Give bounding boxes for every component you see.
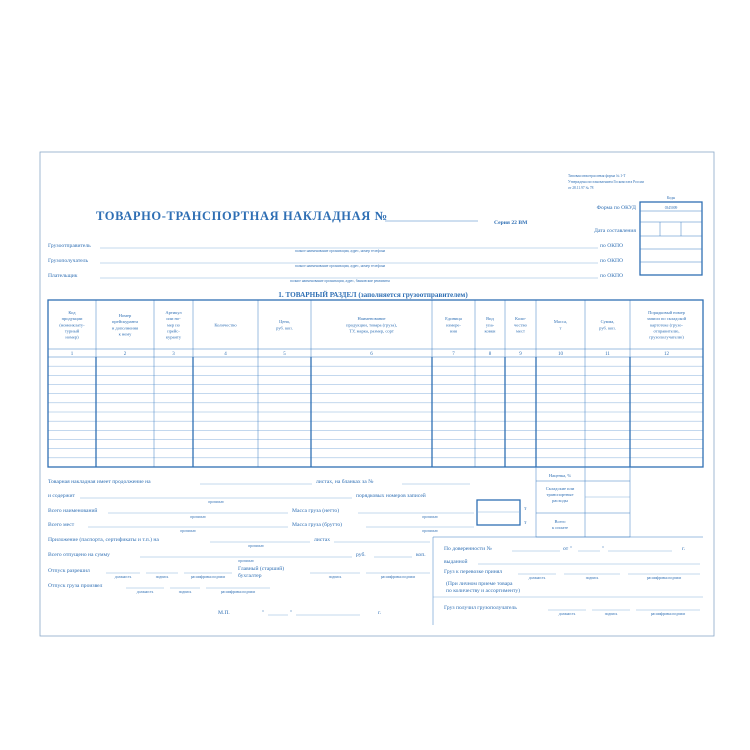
continuation-label: Товарная накладная имеет продолжение на: [48, 479, 151, 485]
column-header-line: Вид: [486, 316, 494, 322]
total-released-hint: прописью: [238, 559, 254, 563]
okud-label: Форма по ОКУД: [596, 205, 636, 211]
chief-accountant-label-1: Главный (старший): [238, 566, 285, 572]
warehouse-costs-line: транспортные: [546, 492, 574, 497]
power-quote-close: ": [602, 546, 605, 552]
codes-label: Коды: [666, 196, 676, 200]
column-header-line: номер): [65, 334, 79, 340]
net-mass-label: Масса груза (нетто): [292, 508, 340, 514]
party-label-2: Плательщик: [48, 273, 78, 279]
personal-receipt-note-1: (При личном приеме товара: [446, 581, 513, 587]
sig-hint-signature-1: подпись: [155, 575, 169, 579]
column-number-5: 5: [283, 352, 286, 357]
party-hint-1: полное наименование организации, адрес, номер телефона: [294, 264, 386, 268]
column-header-line: руб. коп.: [599, 325, 616, 331]
right-sig-position-2: должность: [558, 612, 576, 616]
column-number-3: 3: [172, 352, 175, 357]
series-label: Серия 22 ВМ: [494, 220, 528, 226]
issued-label: выданной: [444, 559, 468, 565]
page-border: [40, 152, 714, 636]
form-title: ТОВАРНО-ТРАНСПОРТНАЯ НАКЛАДНАЯ №: [96, 209, 388, 223]
column-header-line: турный: [64, 328, 80, 334]
gross-mass-label: Масса груза (брутто): [292, 522, 342, 528]
okud-value: 0345009: [664, 206, 678, 210]
column-header-line: Единица: [445, 316, 462, 322]
column-number-12: 12: [664, 352, 669, 357]
column-header-line: картотеке (грузо-: [650, 322, 683, 328]
cargo-accepted-label: Груз к перевозке принял: [444, 569, 503, 575]
column-header-line: Сумма,: [600, 319, 615, 325]
column-header-line: Коли-: [514, 316, 527, 322]
sig-hint-decode-2: расшифровка подписи: [380, 575, 416, 579]
gross-mass-unit: т: [524, 520, 527, 526]
column-header-line: к нему: [118, 331, 132, 337]
column-header-line: т: [559, 325, 562, 331]
release-permitted-label: Отпуск разрешил: [48, 568, 90, 574]
total-items-label: Всего наименований: [48, 508, 98, 514]
total-places-label: Всего мест: [48, 522, 75, 528]
column-header-line: куранту: [165, 334, 182, 340]
party-okpo-2: по ОКПО: [600, 273, 624, 279]
sig-hint-decode-3: расшифровка подписи: [220, 590, 256, 594]
power-of-attorney-label: По доверенности №: [444, 546, 492, 552]
attachment-hint: прописью: [248, 544, 264, 548]
sig-hint-position-3: должность: [136, 590, 154, 594]
power-year-label: г.: [682, 546, 686, 552]
net-mass-hint: прописью: [422, 515, 438, 519]
party-hint-0: полное наименование организации, адрес, номер телефона: [294, 249, 386, 253]
party-okpo-0: по ОКПО: [600, 243, 624, 249]
column-number-2: 2: [123, 352, 127, 357]
warehouse-costs-line: расходы: [552, 498, 568, 503]
column-header-line: Наименование: [357, 316, 386, 322]
right-sig-decode-2: расшифровка подписи: [650, 612, 686, 616]
total-items-hint: прописью: [190, 515, 206, 519]
column-number-7: 7: [452, 352, 455, 357]
kop-label: коп.: [416, 552, 426, 558]
rub-label: руб.: [356, 552, 366, 558]
party-okpo-1: по ОКПО: [600, 258, 624, 264]
column-number-4: 4: [224, 352, 227, 357]
column-header-4: [214, 322, 237, 327]
gross-mass-hint: прописью: [422, 529, 438, 533]
column-number-9: 9: [519, 352, 522, 357]
column-header-line: Количество: [214, 322, 237, 328]
column-header-line: руб. коп.: [276, 325, 293, 331]
stamp-label: М.П.: [218, 610, 230, 616]
column-header-line: Номер: [118, 313, 132, 318]
column-header-line: прейс-: [167, 328, 180, 334]
column-number-11: 11: [605, 352, 610, 357]
column-header-12: [647, 310, 687, 340]
column-header-line: и дополнения: [111, 325, 139, 331]
personal-receipt-note-2: по количеству и ассортименту): [446, 588, 520, 594]
column-header-line: продукции, товара (груза),: [346, 322, 397, 328]
column-header-line: прейскуранта: [111, 319, 139, 325]
column-header-line: Цена,: [279, 319, 290, 325]
date-quote-open: ": [262, 610, 265, 616]
column-header-line: чество: [514, 322, 527, 328]
column-number-10: 10: [558, 352, 563, 357]
warehouse-costs-line: Складские или: [545, 486, 575, 491]
column-header-line: отправителю,: [653, 328, 680, 334]
column-header-line: Масса,: [553, 319, 568, 325]
column-header-line: ТУ, марка, размер, сорт: [349, 328, 394, 334]
column-header-3: [165, 310, 182, 340]
column-header-line: Артикул: [165, 309, 182, 315]
column-number-6: 6: [370, 352, 373, 357]
release-made-label: Отпуск груза произвел: [48, 583, 103, 589]
markup-label: Наценка, %: [548, 473, 572, 478]
column-header-line: ния: [450, 328, 457, 334]
records-count-label: порядковых номеров записей: [356, 493, 426, 499]
column-header-line: Код: [68, 309, 76, 315]
right-sig-signature-1: подпись: [585, 576, 599, 580]
column-header-line: записи по складской: [646, 316, 687, 322]
sig-hint-position-1: должность: [114, 575, 132, 579]
total-released-label: Всего отпущено на сумму: [48, 552, 110, 558]
party-label-0: Грузоотправитель: [48, 243, 91, 249]
right-sig-signature-2: подпись: [604, 612, 618, 616]
sig-hint-signature-2: подпись: [328, 575, 342, 579]
net-mass-unit: т: [524, 506, 527, 512]
approval-line-2: Утверждена постановлением Госкомстата России: [568, 180, 644, 184]
column-number-1: 1: [70, 352, 74, 357]
column-header-line: ковки: [484, 328, 496, 334]
column-header-line: (номенклату-: [59, 322, 85, 328]
column-header-line: грузополучателю): [649, 334, 684, 340]
date-label: Дата составления: [594, 228, 636, 234]
date-quote-close: ": [290, 610, 293, 616]
section-title: 1. ТОВАРНЫЙ РАЗДЕЛ (заполняется грузоотправителем): [278, 291, 468, 299]
chief-accountant-label-2: бухгалтер: [238, 573, 262, 579]
contains-hint: прописью: [208, 500, 224, 504]
right-sig-position-1: должность: [528, 576, 546, 580]
column-header-line: упа-: [485, 322, 495, 328]
total-due-line: к оплате: [551, 525, 569, 530]
column-header-line: измере-: [446, 322, 461, 328]
sig-hint-decode-1: расшифровка подписи: [190, 575, 226, 579]
right-sig-decode-1: расшифровка подписи: [646, 576, 682, 580]
column-number-8: 8: [488, 352, 492, 357]
column-header-line: Порядковый номер: [648, 309, 685, 315]
power-from-label: от ": [563, 546, 572, 552]
approval-line-1: Типовая межотраслевая форма № 1-Т: [568, 174, 626, 178]
column-header-11: [599, 319, 616, 330]
column-header-line: мест: [516, 328, 525, 334]
year-label: г.: [378, 610, 382, 616]
attachment-label: Приложение (паспорта, сертификаты и т.п.) на: [48, 537, 159, 543]
continuation-sheets-label: листах, на бланках за №: [316, 479, 374, 485]
contains-label: и содержит: [48, 493, 75, 499]
total-due-line: Всего: [554, 519, 566, 524]
column-header-line: мер по: [167, 322, 180, 328]
sig-hint-signature-3: подпись: [178, 590, 192, 594]
cargo-received-label: Груз получил грузополучатель: [444, 605, 517, 611]
total-places-hint: прописью: [180, 529, 196, 533]
column-header-line: или но-: [166, 316, 181, 322]
approval-line-3: от 28.11.97 № 78: [568, 186, 594, 190]
party-label-1: Грузополучатель: [48, 258, 89, 264]
attachment-sheets-label: листах: [314, 537, 331, 543]
column-header-line: продукции: [61, 316, 83, 322]
party-hint-2: полное наименование организации, адрес, банковские реквизиты: [290, 279, 390, 283]
